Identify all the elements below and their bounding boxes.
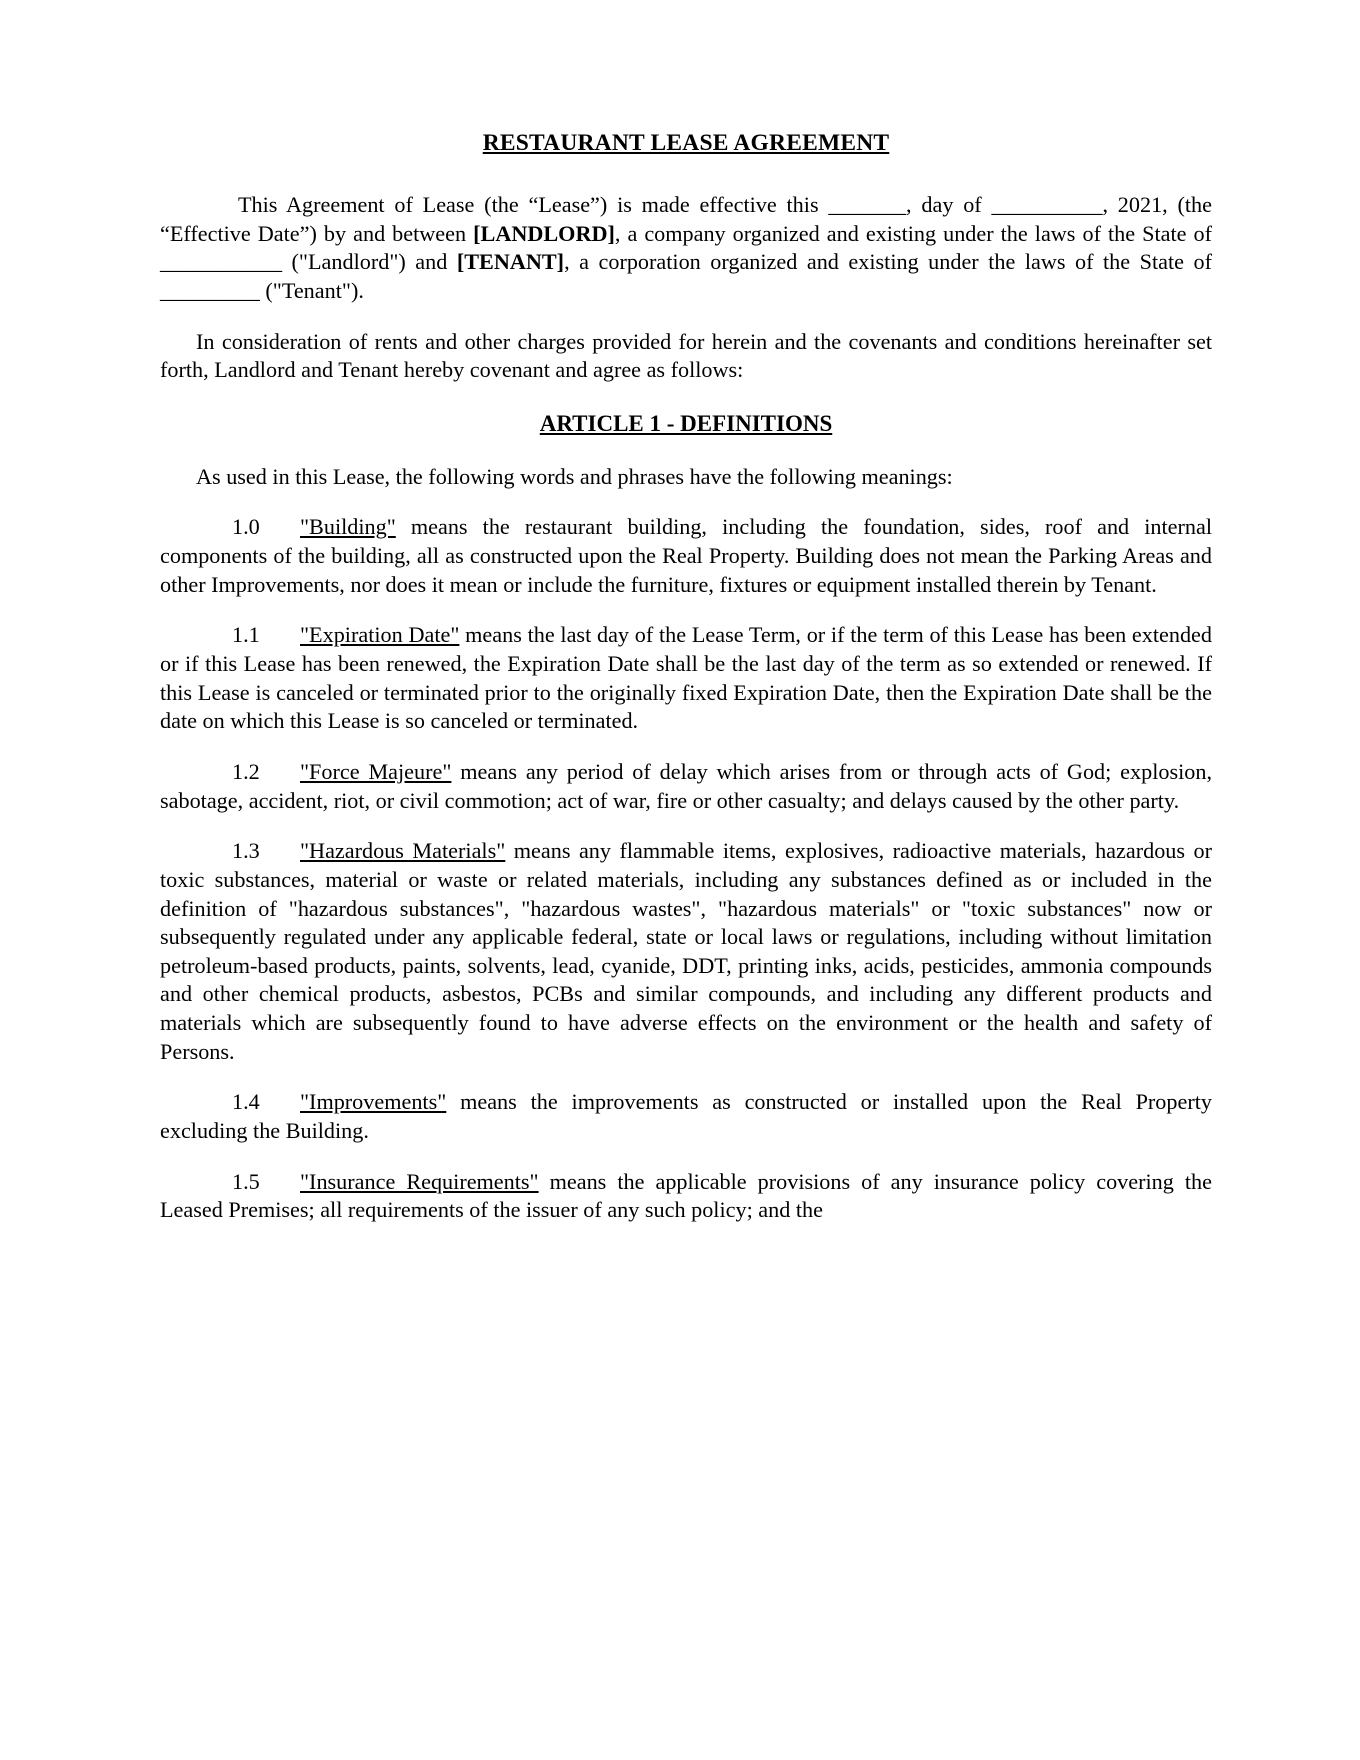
blank-day: _______ [828, 192, 907, 217]
definition-number: 1.1 [232, 622, 260, 648]
intro-part4: , a company organized and existing under the laws of the State of [614, 220, 1212, 246]
definition-item [160, 621, 1212, 736]
page-title: RESTAURANT LEASE AGREEMENT [482, 130, 890, 156]
definition-term: "Improvements" [300, 1089, 447, 1115]
definition-item [160, 758, 1212, 815]
tenant-placeholder: [TENANT] [456, 249, 565, 275]
definition-term: "Insurance Requirements" [300, 1168, 539, 1194]
definition-term: "Force Majeure" [300, 758, 452, 784]
definition-term: "Hazardous Materials" [300, 838, 506, 864]
definition-item [160, 837, 1212, 1066]
definitions-lead: As used in this Lease, the following words and phrases have the following meanings: [196, 463, 953, 489]
intro-part5: ("Landlord") and [282, 249, 457, 275]
intro-part3: , 2021, (the “Effective Date”) by and between [160, 192, 1212, 246]
definition-item [160, 1088, 1212, 1145]
definition-text: means any period of delay which arises from or through acts of God; explosion, sabotage, accident, riot, or civil commotion; act of war, fire or other casualty; and delays caused by the other party. [160, 758, 1212, 813]
definition-number: 1.5 [232, 1168, 260, 1194]
definition-item [160, 1168, 1212, 1225]
definition-number: 1.4 [232, 1089, 260, 1115]
intro-part7: ("Tenant"). [259, 277, 364, 303]
definition-item [160, 513, 1212, 599]
definition-number: 1.2 [232, 758, 260, 784]
definition-text: means any flammable items, explosives, radioactive materials, hazardous or toxic substances, material or waste or related materials, including any substances defined as or included in the definition of "hazardous substances", "hazardous wastes", "hazardous materials" or "toxic substances" now or subsequently regulated under any applicable federal, state or local laws or regulations, including without limitation petroleum-based products, paints, solvents, lead, cyanide, DDT, printing inks, acids, pesticides, ammonia compounds and other chemical products, asbestos, PCBs and similar compounds, and including any different products and materials which are subsequently found to have adverse effects on the environment or the health and safety of Persons. [160, 838, 1213, 1064]
intro-part1: This Agreement of Lease (the “Lease”) is made effective this [238, 192, 829, 217]
blank-landlord-state: ___________ [160, 249, 283, 275]
definition-term: "Expiration Date" [300, 622, 460, 648]
blank-month: __________ [991, 192, 1103, 217]
intro-part2: , day of [906, 192, 992, 217]
intro-part6: , a corporation organized and existing under the laws of the State of [564, 249, 1212, 275]
definition-text: means the improvements as constructed or installed upon the Real Property excluding the Building. [160, 1089, 1212, 1144]
landlord-placeholder: [LANDLORD] [473, 220, 615, 246]
definition-text: means the applicable provisions of any insurance policy covering the Leased Premises; all requirements of the issuer of any such policy; and the [160, 1168, 1212, 1223]
definition-number: 1.3 [232, 838, 260, 864]
blank-tenant-state: _________ [160, 277, 260, 303]
definition-term: "Building" [300, 514, 396, 540]
intro-paragraph [160, 191, 1212, 306]
definition-text: means the restaurant building, including the foundation, sides, roof and internal components of the building, all as constructed upon the Real Property. Building does not mean the Parking Areas and other Improvements, nor does it mean or include the furniture, fixtures or equipment installed therein by Tenant. [160, 514, 1212, 597]
consideration-paragraph: In consideration of rents and other charges provided for herein and the covenants and conditions hereinafter set forth, Landlord and Tenant hereby covenant and agree as follows: [160, 328, 1212, 383]
definition-number: 1.0 [232, 514, 260, 540]
article-1-heading: ARTICLE 1 - DEFINITIONS [539, 410, 833, 436]
definition-text: means the last day of the Lease Term, or if the term of this Lease has been extended or if this Lease has been renewed, the Expiration Date shall be the last day of the term as so extended or renewed. If this Lease is canceled or terminated prior to the originally fixed Expiration Date, then the Expiration Date shall be the date on which this Lease is so canceled or terminated. [160, 622, 1212, 734]
